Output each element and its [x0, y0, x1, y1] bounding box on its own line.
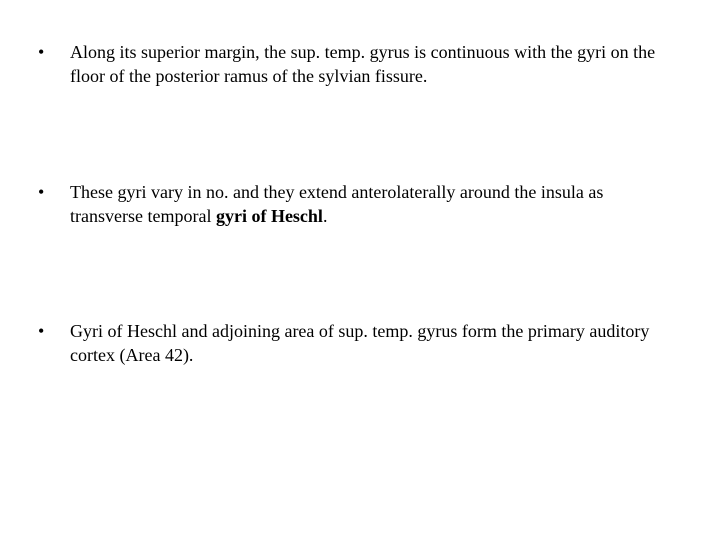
- bullet-text-before: These gyri vary in no. and they extend anterolaterally around the insula as transverse temporal: [70, 182, 604, 226]
- bullet-text-after: .: [322, 206, 328, 226]
- bullet-marker: •: [38, 321, 45, 341]
- bullet-text: Along its superior margin, the sup. temp. gyrus is continuous with the gyri on the floor of the posterior ramus of the sylvian fissure.: [70, 42, 656, 86]
- bullet-text: Gyri of Heschl and adjoining area of sup. temp. gyrus form the primary auditory cortex (Area 42).: [70, 321, 650, 365]
- bullet-marker: •: [38, 182, 45, 202]
- bullet-text: [70, 180, 680, 228]
- bullet-text-bold: gyri of Heschl: [215, 206, 323, 226]
- bullet-marker: •: [38, 42, 45, 62]
